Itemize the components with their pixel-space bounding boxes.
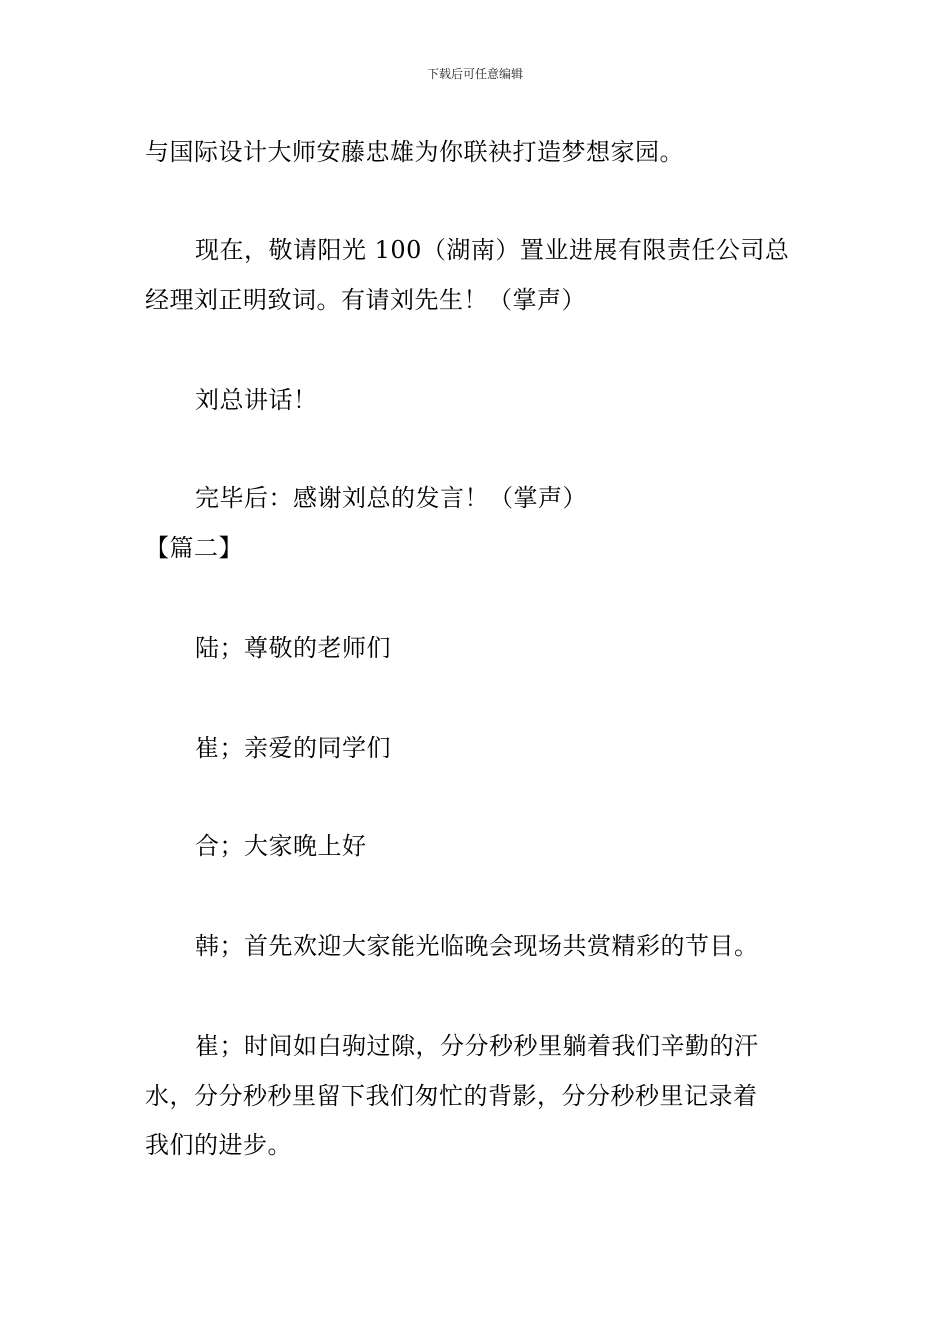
section-heading: 【篇二】 xyxy=(145,534,243,562)
paragraph-line: 崔；亲爱的同学们 xyxy=(195,734,391,762)
paragraph-line: 水，分分秒秒里留下我们匆忙的背影，分分秒秒里记录着 xyxy=(145,1082,758,1110)
paragraph-line: 刘总讲话！ xyxy=(195,386,318,414)
paragraph-line: 崔；时间如白驹过隙，分分秒秒里躺着我们辛勤的汗 xyxy=(195,1032,759,1060)
paragraph-line: 我们的进步。 xyxy=(145,1131,292,1159)
paragraph-line: 现在，敬请阳光 100（湖南）置业进展有限责任公司总 xyxy=(195,236,790,264)
paragraph-line: 韩；首先欢迎大家能光临晚会现场共赏精彩的节目。 xyxy=(195,932,759,960)
paragraph-line: 与国际设计大师安藤忠雄为你联袂打造梦想家园。 xyxy=(145,138,684,166)
page-header: 下载后可任意编辑 xyxy=(426,67,523,81)
paragraph-line: 完毕后：感谢刘总的发言！（掌声） xyxy=(195,484,587,512)
paragraph-line: 合；大家晚上好 xyxy=(195,832,367,860)
paragraph-line: 陆；尊敬的老师们 xyxy=(195,634,391,662)
paragraph-line: 经理刘正明致词。有请刘先生！（掌声） xyxy=(145,286,586,314)
